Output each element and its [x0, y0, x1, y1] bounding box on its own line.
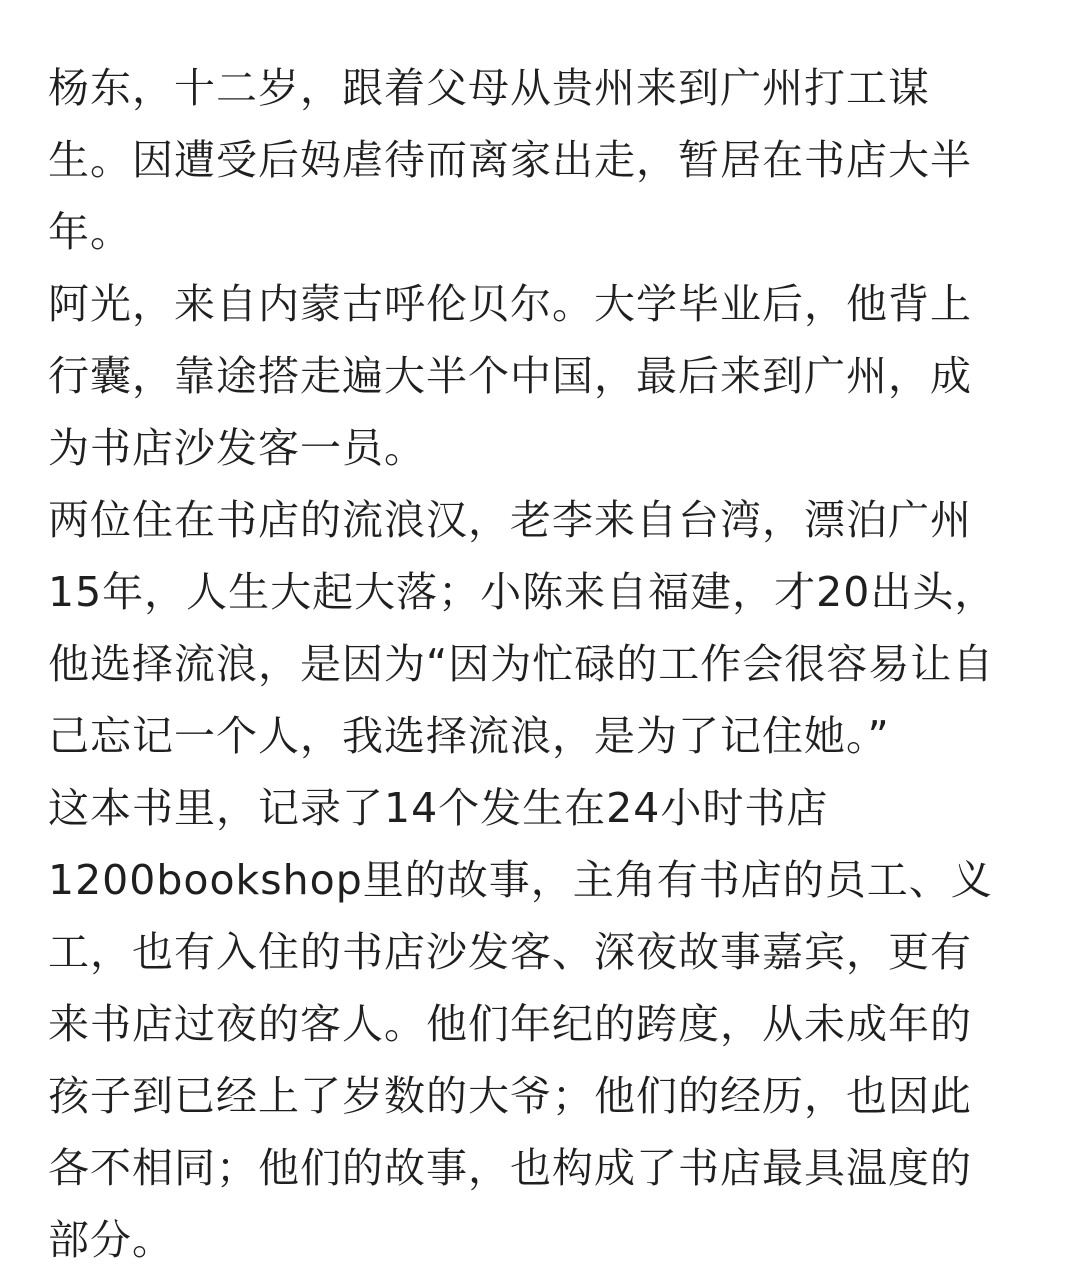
- text-line: 杨东，十二岁，跟着父母从贵州来到广州打工谋: [48, 64, 930, 112]
- text-line: 阿光，来自内蒙古呼伦贝尔。大学毕业后，他背上: [48, 280, 972, 328]
- text-line: 为书店沙发客一员。: [48, 424, 426, 472]
- text-line: 这本书里，记录了14个发生在24小时书店: [48, 784, 829, 832]
- text-line: 他选择流浪，是因为“因为忙碌的工作会很容易让自: [48, 640, 995, 688]
- text-line: 行囊，靠途搭走遍大半个中国，最后来到广州，成: [48, 352, 972, 400]
- text-line: 1200bookshop里的故事，主角有书店的员工、义: [48, 856, 993, 904]
- text-line: 生。因遭受后妈虐待而离家出走，暂居在书店大半: [48, 136, 972, 184]
- text-line: 孩子到已经上了岁数的大爷；他们的经历，也因此: [48, 1072, 972, 1120]
- text-line: 己忘记一个人，我选择流浪，是为了记住她。”: [48, 712, 890, 760]
- text-line: 两位住在书店的流浪汉，老李来自台湾，漂泊广州: [48, 496, 972, 544]
- text-line: 15年，人生大起大落；小陈来自福建，才20出头，: [48, 568, 997, 616]
- text-line: 年。: [48, 208, 132, 256]
- text-line: 来书店过夜的客人。他们年纪的跨度，从未成年的: [48, 1000, 972, 1048]
- text-line: 部分。: [48, 1216, 174, 1264]
- text-line: 工，也有入住的书店沙发客、深夜故事嘉宾，更有: [48, 928, 972, 976]
- text-line: 各不相同；他们的故事，也构成了书店最具温度的: [48, 1144, 972, 1192]
